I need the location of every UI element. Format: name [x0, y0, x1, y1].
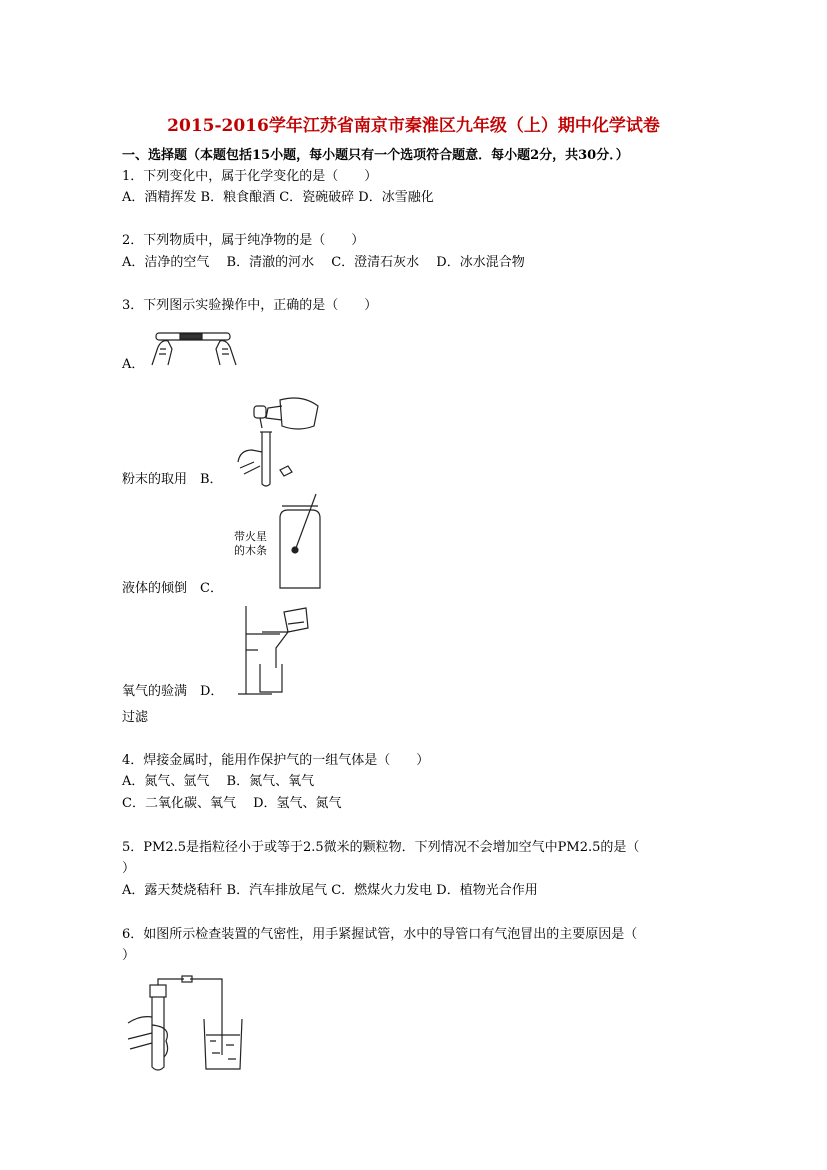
figure-a-horizontal-tube [148, 325, 240, 367]
q1-options: A．酒精挥发 B．粮食酿酒 C．瓷碗破碎 D．冰雪融化 [122, 190, 434, 205]
q1-stem: 1．下列变化中，属于化学变化的是（ ） [122, 169, 378, 184]
q3-label-d: 氧气的验满 D． [122, 684, 224, 699]
q2-stem: 2．下列物质中，属于纯净物的是（ ） [122, 233, 365, 248]
q3-label-c: 液体的倾倒 C． [122, 581, 223, 596]
section-heading: 一、选择题（本题包括15小题，每小题只有一个选项符合题意．每小题2分，共30分．） [122, 148, 629, 163]
figure-c-label-line1: 带火星 [234, 530, 267, 543]
q2-options: A．洁净的空气 B．清澈的河水 C．澄清石灰水 D．冰水混合物 [122, 255, 525, 270]
q4-options-line1: A．氮气、氩气 B．氮气、氧气 [122, 774, 315, 789]
q3-stem: 3．下列图示实验操作中，正确的是（ ） [122, 298, 378, 313]
q3-label-a: A． [122, 357, 145, 372]
q6-stem-line1: 6．如图所示检查装置的气密性，用手紧握试管，水中的导管口有气泡冒出的主要原因是（ [122, 927, 638, 942]
figure-d-filtration [232, 602, 312, 698]
q5-stem-line1: 5．PM2.5是指粒径小于或等于2.5微米的颗粒物．下列情况不会增加空气中PM2.5的是（ [122, 840, 640, 855]
figure-c-label-line2: 的木条 [234, 544, 267, 557]
q4-options-line2: C．二氧化碳、氧气 D．氢气、氮气 [122, 796, 342, 811]
q6-stem-line2: ） [122, 948, 136, 963]
q5-options: A．露天焚烧秸秆 B．汽车排放尾气 C．燃煤火力发电 D．植物光合作用 [122, 883, 538, 898]
q5-stem-line2: ） [122, 861, 136, 876]
figure-b-pouring [232, 392, 324, 488]
q3-label-last: 过滤 [122, 710, 149, 725]
q4-stem: 4．焊接金属时，能用作保护气的一组气体是（ ） [122, 753, 430, 768]
page-title: 2015-2016学年江苏省南京市秦淮区九年级（上）期中化学试卷 [167, 116, 660, 136]
figure-q6-airtight-check [126, 975, 248, 1071]
q3-label-b: 粉末的取用 B． [122, 472, 223, 487]
